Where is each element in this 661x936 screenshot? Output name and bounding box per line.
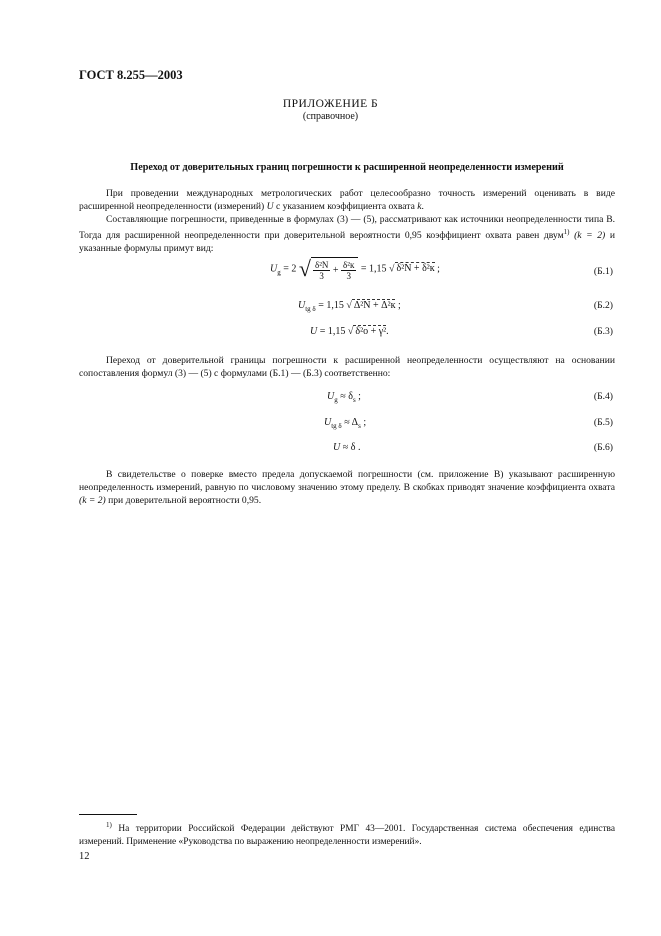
formula-b4	[327, 391, 361, 404]
formula-b3-rad: δ²о + γ²	[355, 326, 387, 337]
formula-b2-end: ;	[397, 300, 401, 311]
paragraph-certificate-end: при доверительной вероятности 0,95.	[108, 495, 262, 506]
formula-b5	[324, 417, 366, 430]
var-u: U	[266, 201, 274, 212]
coverage-condition-2: (k = 2)	[79, 495, 106, 506]
formula-b6-rhs: ≈ δ	[342, 442, 356, 453]
formula-b1-radicand	[311, 257, 358, 281]
standard-header: ГОСТ 8.255—2003	[79, 68, 183, 82]
formula-b5-lhs-sub: tg δ	[331, 422, 342, 430]
var-k: k	[417, 201, 422, 212]
formula-b1-mid: = 1,15	[360, 263, 387, 275]
formula-b2-lhs: U	[298, 300, 306, 311]
sqrt-sign: √	[298, 256, 311, 281]
formula-b4-rhs-sub: s	[352, 396, 356, 404]
formula-b6-end: .	[357, 442, 361, 453]
footnote-text: На территории Российской Федерации действуют РМГ 43—2001. Государственная система обеспечения единства измерений. Применение «Руководства по выражению неопределенности измерений».	[79, 824, 615, 848]
formula-b3-lhs: U	[310, 326, 318, 337]
formula-b4-rhs: ≈ δ	[340, 391, 353, 402]
footnote-divider	[79, 814, 137, 815]
formula-b6	[333, 442, 360, 453]
formula-b5-rhs-sub: s	[358, 422, 361, 430]
formula-b1-rad: δ²N + δ²к	[396, 263, 435, 275]
eq-number-b2: (Б.2)	[593, 300, 613, 311]
formula-b2-lhs-sub: tg δ	[305, 305, 316, 313]
formula-b5-lhs: U	[324, 417, 332, 428]
formula-b1-den2: 3	[346, 271, 351, 281]
paragraph-intro-text: При проведении международных метрологических работ целесообразно точность измерений оценивать в виде расширенной неопределенности (измерений)	[79, 188, 615, 212]
formula-b1-den1: 3	[319, 271, 324, 281]
page-number: 12	[79, 851, 90, 862]
paragraph-components	[79, 213, 615, 255]
coverage-condition: (k = 2)	[574, 230, 606, 242]
formula-b6-lhs: U	[333, 442, 341, 453]
formula-b3-mid: = 1,15	[319, 326, 346, 337]
formula-b4-lhs-sub: g	[334, 396, 338, 404]
formula-b1: $U_g = 2$ √ $\frac{\text{δ²N}}{3}$ + $\frac{\text{δ²к}}{3}$ = 1,15 √ δ²N + δ²к ;	[270, 256, 440, 281]
paragraph-intro: При проведении международных метрологических работ целесообразно точность измерений оценивать в виде расширенной неопределенности (измерений) U с указанием коэффициента охвата k.	[79, 188, 615, 212]
section-title: Переход от доверительных границ погрешности к расширенной неопределенности измерений	[130, 162, 564, 173]
paragraph-certificate-text: В свидетельстве о поверке вместо предела допускаемой погрешности (см. приложение В) указывают расширенную неопределенность измерений, равную по числовому значению этому пределу. В скобках приводят значение коэффициента охвата	[79, 469, 615, 493]
formula-b3-end: .	[386, 326, 389, 337]
footnote-ref: 1)	[563, 228, 570, 236]
formula-b1-frac1	[313, 260, 330, 281]
formula-b3: U = 1,15 √ δ²о + γ².	[310, 326, 389, 337]
eq-number-b3: (Б.3)	[593, 326, 613, 337]
paragraph-certificate	[79, 468, 615, 507]
eq-number-b5: (Б.5)	[593, 417, 613, 428]
formula-b1-lhs: U	[270, 263, 278, 275]
formula-b1-num2: δ²к	[343, 260, 355, 270]
eq-number-b4: (Б.4)	[593, 391, 613, 402]
formula-b2-mid: = 1,15	[318, 300, 344, 311]
eq-number-b1: (Б.1)	[593, 266, 613, 277]
formula-b1-coef: = 2	[283, 263, 297, 275]
formula-b1-plus: +	[332, 264, 339, 276]
formula-b1-end: ;	[437, 263, 440, 275]
formula-b5-rhs: ≈ Δ	[344, 417, 359, 428]
annex-title: ПРИЛОЖЕНИЕ Б	[282, 98, 379, 110]
paragraph-components-text: Составляющие погрешности, приведенные в формулах (3) — (5), рассматривают как источники неопределенности типа В. Тогда для расширенной неопределенности при доверительной вероятности 0,95 коэффициент охвата равен двум	[79, 214, 615, 242]
formula-b1-lhs-sub: g	[277, 268, 281, 277]
footnote	[79, 819, 615, 849]
formula-b1-frac2	[341, 260, 356, 281]
formula-b2: $U_{tg \delta} = 1,15$ √ Δ²N + Δ²к ;	[298, 300, 401, 313]
footnote-mark: 1)	[106, 821, 112, 829]
formula-b4-lhs: U	[327, 391, 335, 402]
eq-number-b6: (Б.6)	[593, 442, 613, 453]
paragraph-components-end: и указанные формулы примут вид:	[79, 230, 615, 255]
annex-subtitle: (справочное)	[302, 111, 359, 122]
formula-b4-end: ;	[358, 391, 361, 402]
paragraph-intro-end: с указанием коэффициента охвата	[275, 201, 415, 212]
formula-b1-num1: δ²N	[314, 260, 329, 270]
paragraph-transition: Переход от доверительной границы погрешности к расширенной неопределенности осуществляют на основании сопоставления формул (3) — (5) с формулами (Б.1) — (Б.3) соответственно:	[79, 355, 615, 379]
formula-b2-rad: Δ²N + Δ²к	[353, 300, 396, 311]
formula-b5-end: ;	[363, 417, 367, 428]
